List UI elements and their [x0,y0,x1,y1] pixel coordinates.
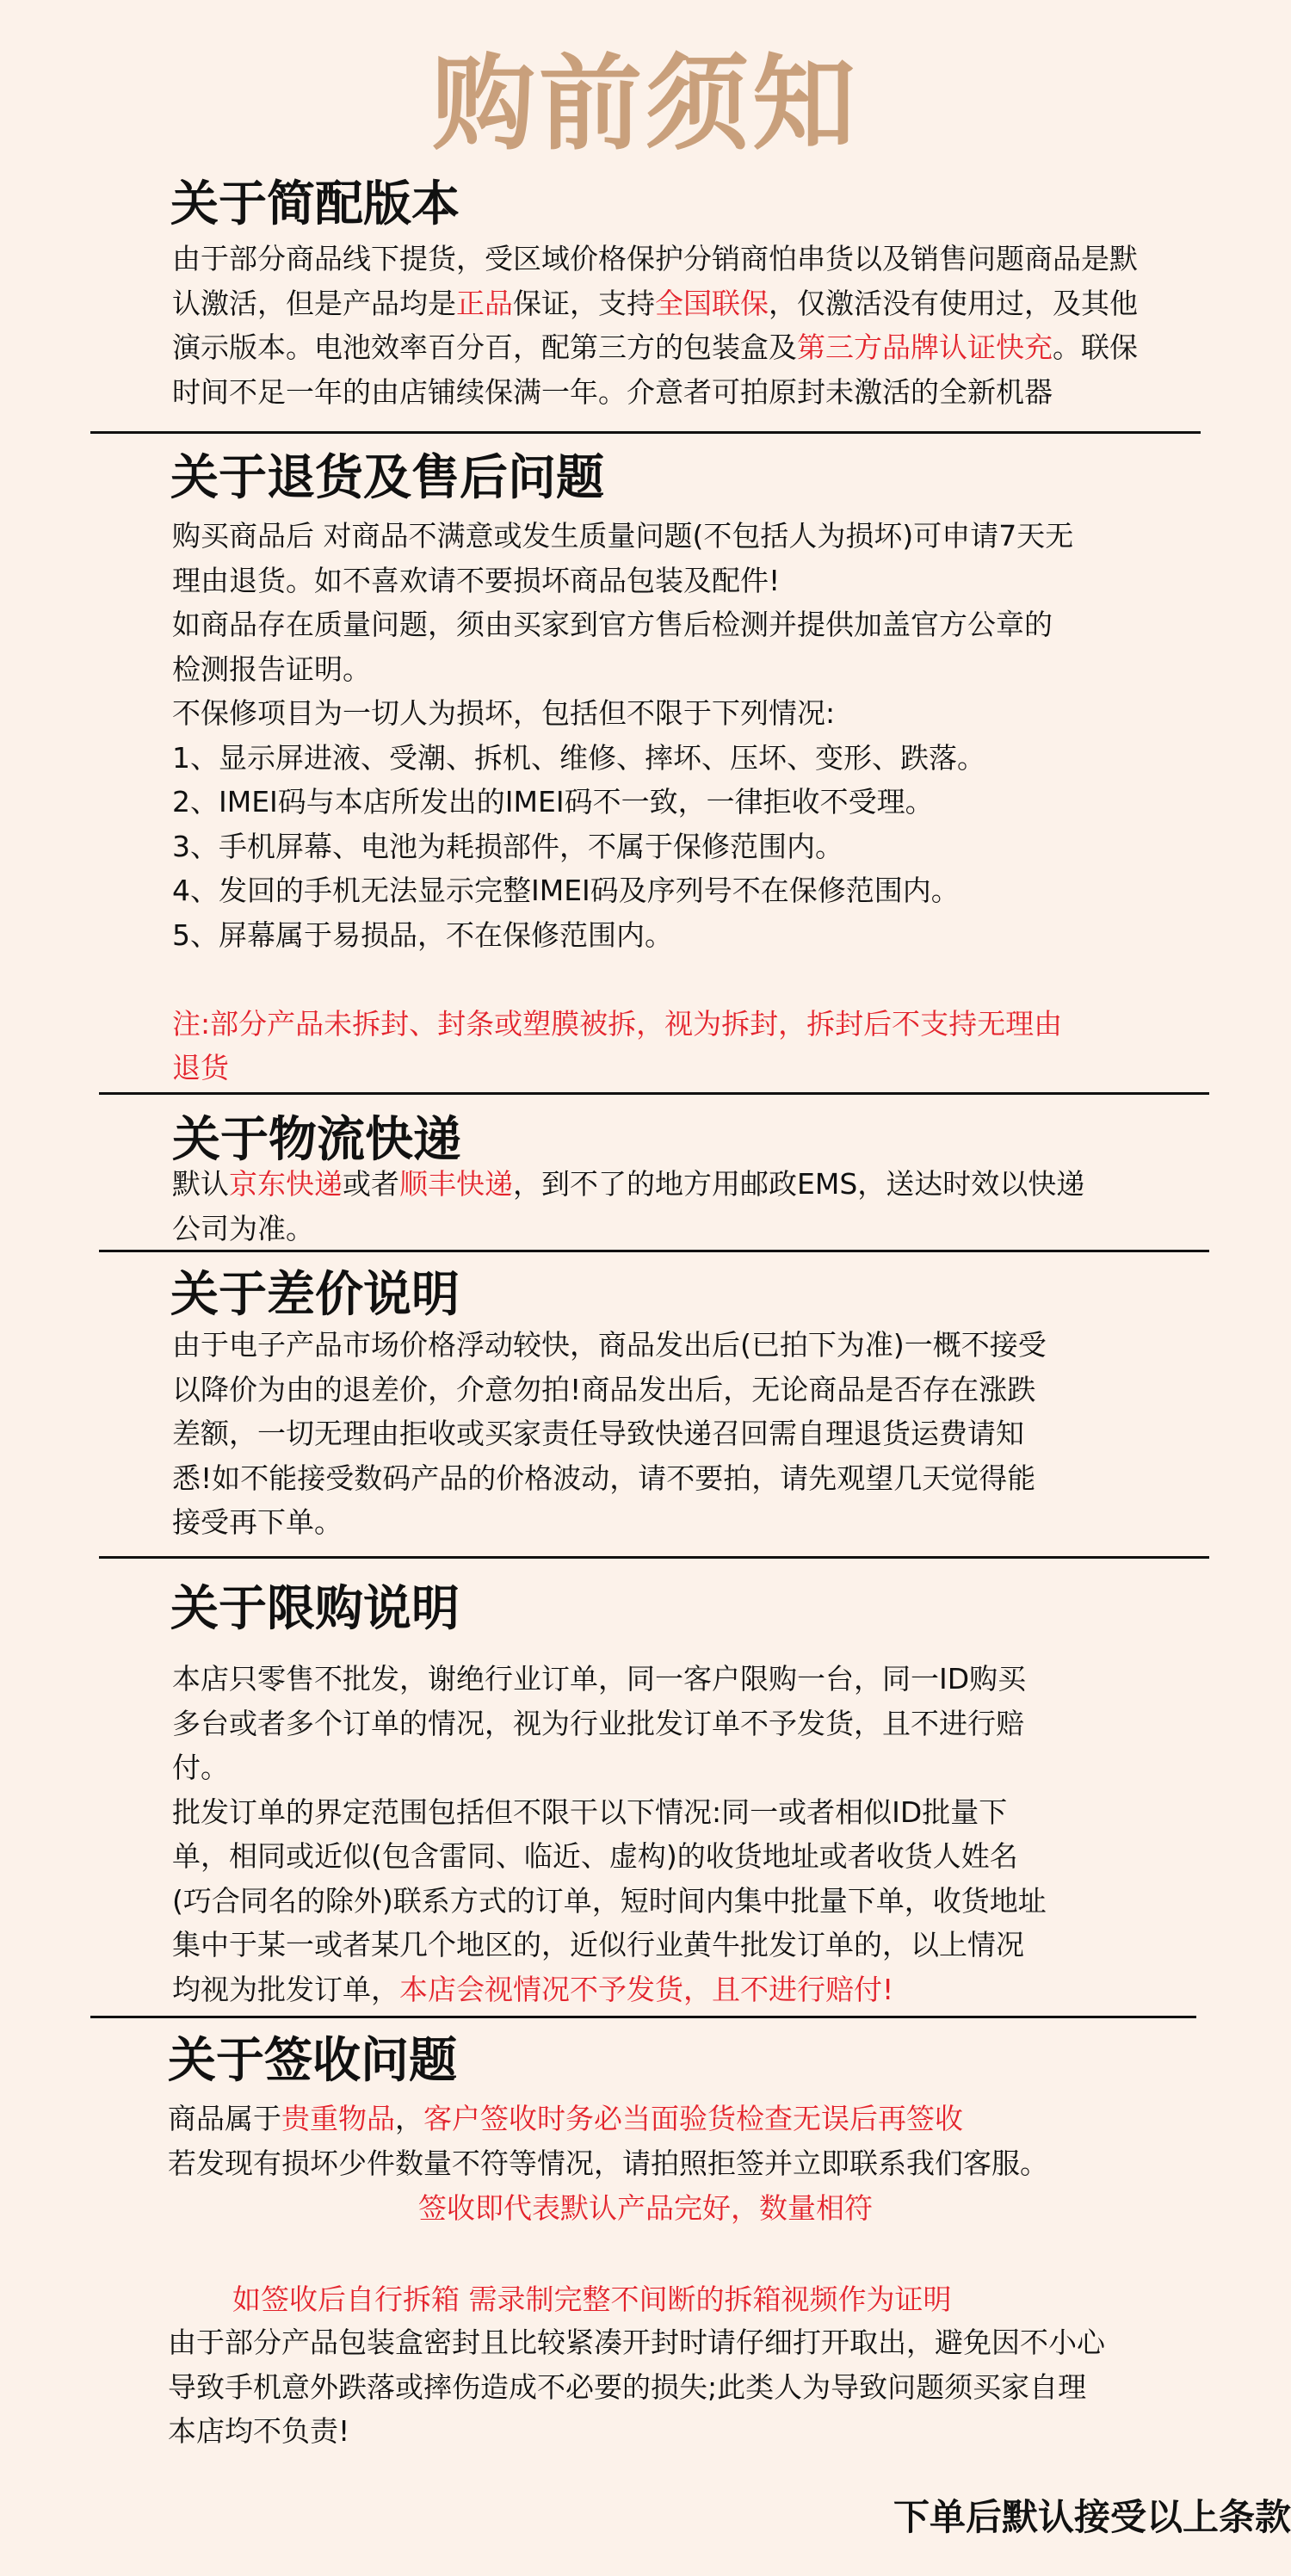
page-title: 购前须知 [432,45,859,164]
highlight-warranty: 全国联保 [655,286,769,320]
divider [90,2016,1196,2018]
section-body-jianpei [172,237,1138,414]
section-body-qianshou [168,2097,1048,2185]
section-body-tuihuo [172,514,1073,1090]
highlight-sf: 顺丰快递 [399,1167,513,1201]
text-line: 批发订单的界定范围包括但不限干以下情况:同一或者相似ID批量下 [172,1795,1008,1829]
divider [99,1250,1209,1252]
text-line: 如商品存在质量问题，须由买家到官方售后检测并提供加盖官方公章的 [172,608,1053,641]
divider [99,1556,1209,1559]
section-title-wuliu: 关于物流快递 [172,1112,461,1168]
highlight-jd: 京东快递 [229,1167,343,1201]
section-body-wuliu [172,1162,1084,1251]
text-line: 2、IMEI码与本店所发出的IMEI码不一致，一律拒收不受理。 [172,785,934,819]
note-line: 注:部分产品未拆封、封条或塑膜被拆，视为拆封，拆封后不支持无理由 [172,1006,1063,1041]
note-line: 退货 [172,1051,229,1084]
text-line: 导致手机意外跌落或摔伤造成不必要的损失;此类人为导致问题须买家自理 [168,2369,1087,2404]
section-title-qianshou: 关于签收问题 [168,2033,457,2089]
section-title-tuihuo: 关于退货及售后问题 [170,450,604,506]
text-line: 认激活，但是产品均是正品保证，支持全国联保，仅激活没有使用过，及其他 [172,286,1138,320]
highlight-valuable: 贵重物品 [281,2102,395,2135]
text-line: 不保修项目为一切人为损坏，包括但不限于下列情况: [172,696,836,730]
highlight-no-ship: 本店会视情况不予发货，且不进行赔付! [399,1972,894,2006]
section-title-jianpei: 关于简配版本 [170,176,460,232]
text-line: 演示版本。电池效率百分百，配第三方的包装盒及第三方品牌认证快充。联保 [172,330,1138,364]
text-line: 单，相同或近似(包含雷同、临近、虚构)的收货地址或者收货人姓名 [172,1839,1018,1873]
sign-confirm-note: 签收即代表默认产品完好，数量相符 [418,2191,873,2225]
text-line: 时间不足一年的由店铺续保满一年。介意者可拍原封未激活的全新机器 [172,374,1053,409]
section-title-xiangou: 关于限购说明 [170,1581,460,1637]
highlight-charger: 第三方品牌认证快充 [797,330,1053,364]
text-line: 购买商品后 对商品不满意或发生质量问题(不包括人为损坏)可申请7天无 [172,519,1074,553]
text-line: 检测报告证明。 [172,652,371,686]
text-line: 付。 [172,1751,229,1784]
text-line: 由于电子产品市场价格浮动较快，商品发出后(已拍下为准)一概不接受 [172,1328,1047,1362]
text-line: 以降价为由的退差价，介意勿拍!商品发出后，无论商品是否存在涨跌 [172,1372,1036,1406]
text-line: 悉!如不能接受数码产品的价格波动，请不要拍，请先观望几天觉得能 [172,1461,1036,1495]
section-body-xiangou [172,1657,1047,2011]
footer-terms: 下单后默认接受以上条款 [893,2496,1291,2538]
text-line: 4、发回的手机无法显示完整IMEI码及序列号不在保修范围内。 [172,874,960,907]
text-line: 本店均不负责! [168,2414,350,2448]
text-line: 由于部分产品包装盒密封且比较紧凑开封时请仔细打开取出，避免因不小心 [168,2326,1105,2359]
text-line: 本店只零售不批发，谢绝行业订单，同一客户限购一台，同一ID购买 [172,1662,1027,1696]
section-body-chajia [172,1323,1047,1545]
text-line: 均视为批发订单，本店会视情况不予发货，且不进行赔付! [172,1972,894,2006]
text-line: 公司为准。 [172,1211,314,1245]
text-line: 差额，一切无理由拒收或买家责任导致快递召回需自理退货运费请知 [172,1417,1024,1450]
text-line: 若发现有损坏少件数量不符等情况，请拍照拒签并立即联系我们客服。 [168,2146,1048,2180]
text-line: 多台或者多个订单的情况，视为行业批发订单不予发货，且不进行赔 [172,1706,1024,1740]
highlight-genuine: 正品 [456,286,513,320]
text-line: 理由退货。如不喜欢请不要损坏商品包装及配件! [172,563,781,597]
highlight-inspect: 客户签收时务必当面验货检查无误后再签收 [423,2102,963,2135]
text-line: 1、显示屏进液、受潮、拆机、维修、摔坏、压坏、变形、跌落。 [172,740,985,775]
text-line: 5、屏幕属于易损品，不在保修范围内。 [172,917,673,952]
unbox-video-note: 如签收后自行拆箱 需录制完整不间断的拆箱视频作为证明 [232,2283,952,2316]
text-line: 3、手机屏幕、电池为耗损部件，不属于保修范围内。 [172,829,843,863]
text-line: 默认京东快递或者顺丰快递，到不了的地方用邮政EMS，送达时效以快递 [172,1167,1085,1201]
section-title-chajia: 关于差价说明 [170,1267,460,1323]
text-line: 由于部分商品线下提货，受区域价格保护分销商怕串货以及销售问题商品是默 [172,242,1138,275]
text-line: 集中于某一或者某几个地区的，近似行业黄牛批发订单的，以上情况 [172,1928,1024,1961]
divider [99,1092,1209,1095]
text-line: 商品属于贵重物品，客户签收时务必当面验货检查无误后再签收 [168,2102,963,2135]
divider [90,431,1201,434]
text-line: (巧合同名的除外)联系方式的订单，短时间内集中批量下单，收货地址 [172,1883,1047,1918]
text-line: 接受再下单。 [172,1505,343,1539]
section-body-qianshou-after [168,2320,1105,2454]
